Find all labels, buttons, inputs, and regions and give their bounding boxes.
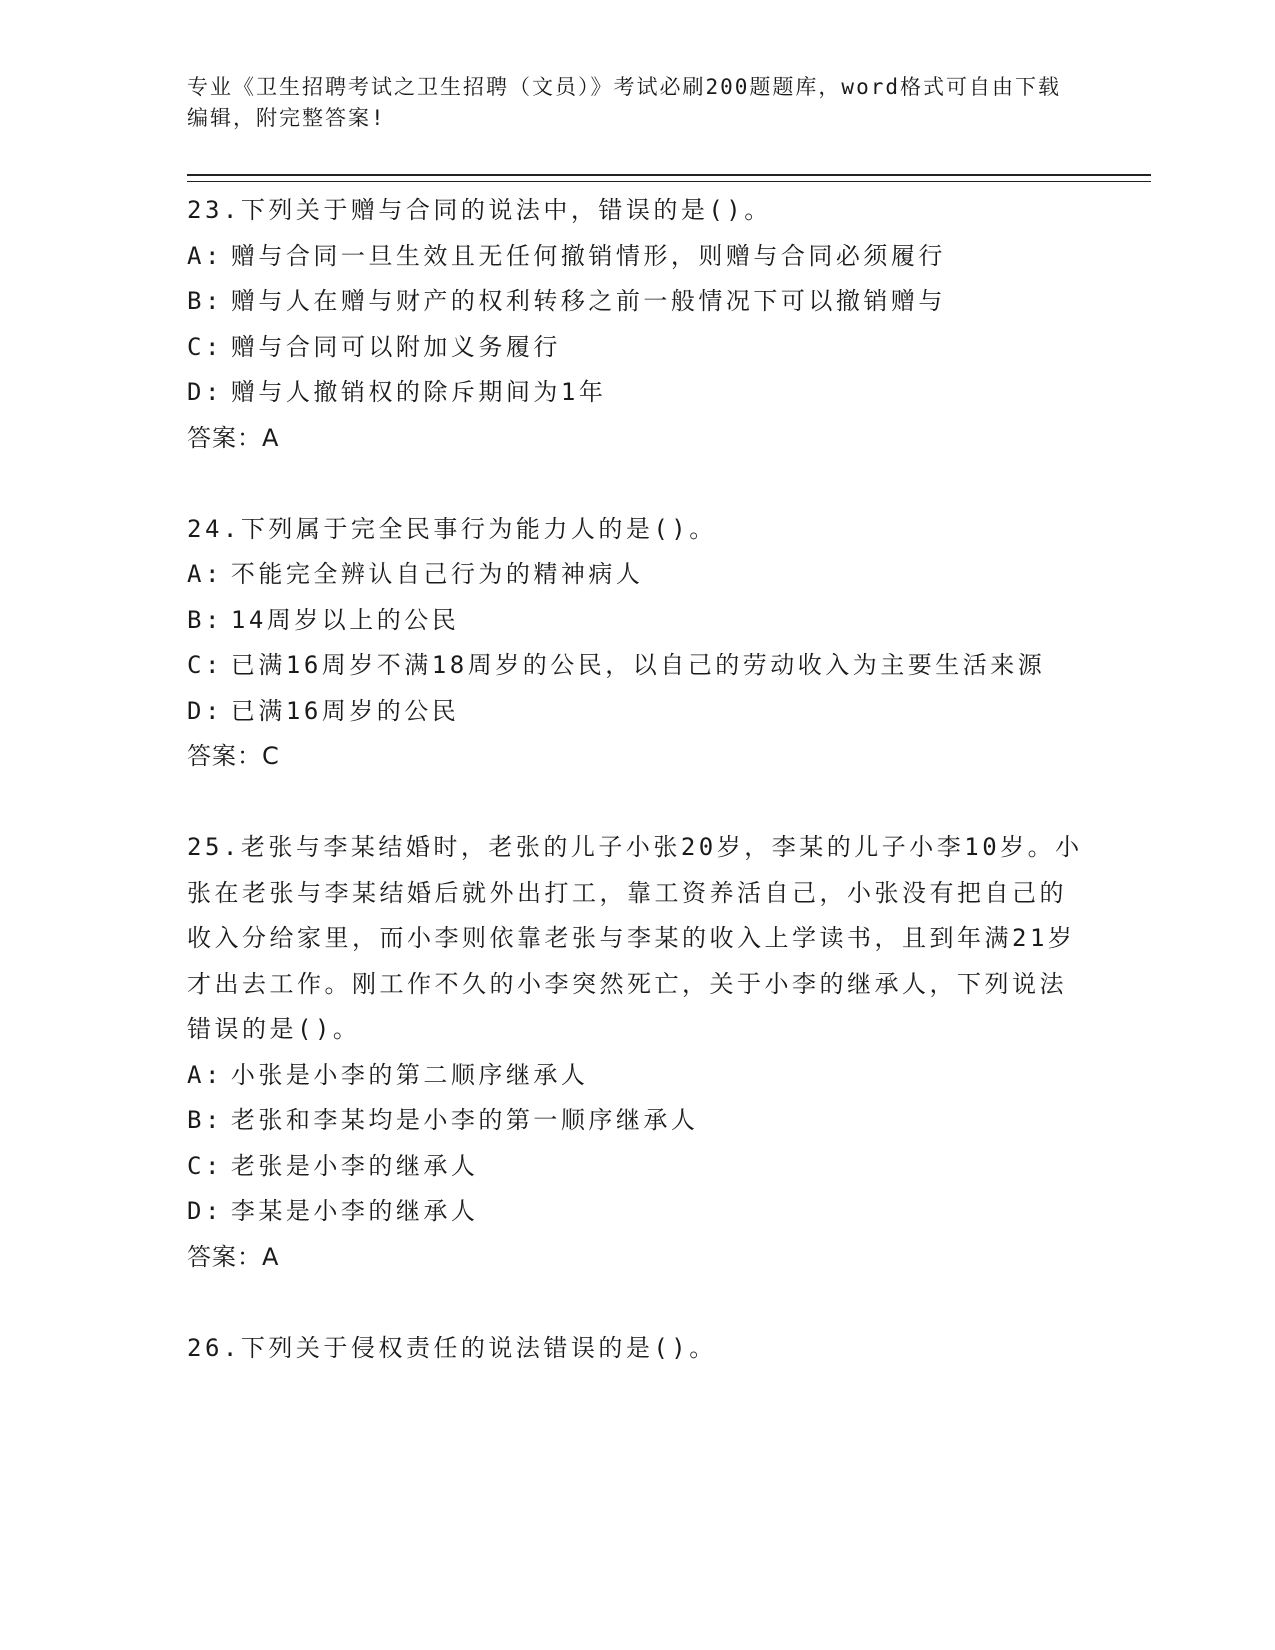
option-letter: D: xyxy=(187,696,223,725)
option-text: 14周岁以上的公民 xyxy=(230,605,460,634)
option-letter: A: xyxy=(187,1060,223,1089)
option-a xyxy=(187,552,1087,598)
option-b xyxy=(187,1098,1087,1144)
option-letter: A: xyxy=(187,241,223,270)
option-letter: B: xyxy=(187,605,223,634)
option-a xyxy=(187,1053,1087,1099)
option-letter: A: xyxy=(187,560,223,588)
option-a xyxy=(187,234,1087,280)
option-text: 小张是小李的第二顺序继承人 xyxy=(230,1060,589,1089)
option-b xyxy=(187,598,1087,644)
header-divider-thick xyxy=(187,174,1151,176)
option-letter: D: xyxy=(187,1197,223,1225)
document-header: 专业《卫生招聘考试之卫生招聘（文员）》考试必刷200题题库，word格式可自由下载编辑，附完整答案! xyxy=(187,75,1061,130)
option-text: 赠与合同一旦生效且无任何撤销情形，则赠与合同必须履行 xyxy=(230,241,946,270)
option-text: 老张和李某均是小李的第一顺序继承人 xyxy=(230,1106,699,1134)
option-text: 赠与合同可以附加义务履行 xyxy=(230,332,561,361)
question-23 xyxy=(187,188,1087,461)
option-letter: C: xyxy=(187,651,223,679)
option-text: 老张是小李的继承人 xyxy=(230,1151,479,1180)
question-25 xyxy=(187,825,1087,1280)
option-letter: C: xyxy=(187,1151,223,1180)
option-letter: C: xyxy=(187,332,223,361)
option-letter: B: xyxy=(187,287,223,315)
option-letter: D: xyxy=(187,378,223,406)
option-c xyxy=(187,1144,1087,1190)
question-24 xyxy=(187,507,1087,780)
option-text: 李某是小李的继承人 xyxy=(230,1197,479,1225)
option-c xyxy=(187,325,1087,371)
question-list xyxy=(187,188,1087,1417)
question-text: 23.下列关于赠与合同的说法中，错误的是()。 xyxy=(187,196,772,224)
question-text: 26.下列关于侵权责任的说法错误的是()。 xyxy=(187,1333,717,1362)
question-26 xyxy=(187,1326,1087,1372)
question-text: 24.下列属于完全民事行为能力人的是()。 xyxy=(187,514,717,543)
option-d xyxy=(187,370,1087,416)
option-text: 不能完全辨认自己行为的精神病人 xyxy=(230,560,644,588)
option-text: 赠与人撤销权的除斥期间为1年 xyxy=(230,378,607,406)
option-d xyxy=(187,689,1087,735)
answer: 答案：A xyxy=(187,1242,280,1271)
option-text: 已满16周岁的公民 xyxy=(230,696,460,725)
answer: 答案：A xyxy=(187,423,280,452)
option-text: 已满16周岁不满18周岁的公民，以自己的劳动收入为主要生活来源 xyxy=(230,651,1046,679)
answer: 答案：C xyxy=(187,742,280,770)
option-text: 赠与人在赠与财产的权利转移之前一般情况下可以撤销赠与 xyxy=(230,287,946,315)
option-b xyxy=(187,279,1087,325)
option-d xyxy=(187,1189,1087,1235)
header-divider-thin xyxy=(187,181,1151,182)
option-c xyxy=(187,643,1087,689)
option-letter: B: xyxy=(187,1106,223,1134)
question-text: 25.老张与李某结婚时，老张的儿子小张20岁，李某的儿子小李10岁。小张在老张与李某结婚后就外出打工，靠工资养活自己，小张没有把自己的收入分给家里，而小李则依靠老张与李某的收入上学读书，且到年满21岁才出去工作。刚工作不久的小李突然死亡，关于小李的继承人，下列说法错误的是()。 xyxy=(187,833,1083,1043)
